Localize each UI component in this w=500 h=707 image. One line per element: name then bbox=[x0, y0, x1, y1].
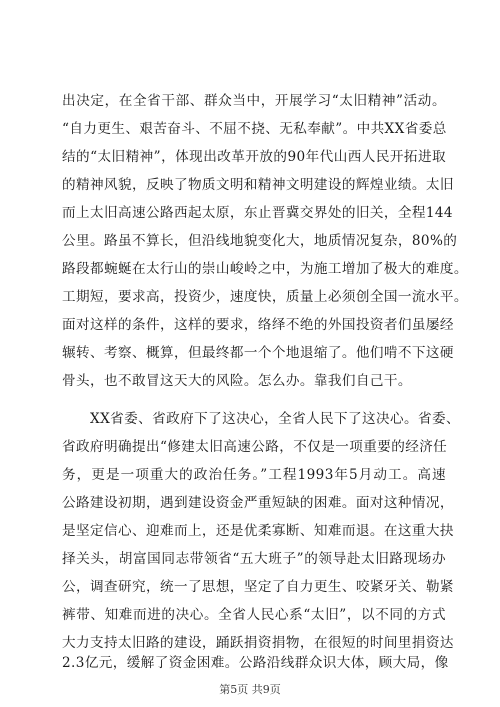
paragraph-line: 而上太旧高速公路西起太原，东止晋冀交界处的旧关，全程144 bbox=[62, 205, 453, 221]
paragraph-line: 择关头，胡富国同志带领省“五大班子”的领导赴太旧路现场办 bbox=[62, 551, 446, 567]
paragraph-line: 面对这样的条件，这样的要求，络绎不绝的外国投资者们虽屡经 bbox=[62, 317, 454, 333]
paragraph-line: 是坚定信心、迎难而上，还是优柔寡断、知难而退。在这重大抉 bbox=[62, 523, 454, 539]
paragraph-line: XX省委、省政府下了这决心，全省人民下了这决心。省委、 bbox=[90, 411, 460, 427]
paragraph-line: 骨头，也不敢冒这天大的风险。怎么办。靠我们自己干。 bbox=[62, 373, 412, 389]
paragraph-line: “自力更生、艰苦奋斗、不屈不挠、无私奉献”。中共XX省委总 bbox=[62, 121, 447, 137]
paragraph-line: 大力支持太旧路的建设，踊跃捐资捐物，在很短的时间里捐资达 bbox=[62, 635, 454, 651]
paragraph-line: 的精神风貌，反映了物质文明和精神文明建设的辉煌业绩。太旧 bbox=[62, 177, 454, 193]
paragraph-line: 路段都蜿蜒在太行山的崇山峻岭之中，为施工增加了极大的难度。 bbox=[62, 261, 468, 277]
paragraph-line: 工期短，要求高，投资少，速度快，质量上必须创全国一流水平。 bbox=[62, 289, 468, 305]
page-number: 第5页 共9页 bbox=[219, 683, 281, 696]
paragraph-line: 裤带、知难而进的决心。全省人民心系“太旧”，以不同的方式 bbox=[62, 607, 446, 623]
paragraph-line: 公路建设初期，遇到建设资金严重短缺的困难。面对这种情况， bbox=[62, 495, 454, 511]
paragraph-line: 省政府明确提出“修建太旧高速公路，不仅是一项重要的经济任 bbox=[62, 439, 448, 455]
paragraph-line: 2.3亿元，缓解了资金困难。公路沿线群众识大体，顾大局，像 bbox=[62, 655, 449, 671]
paragraph-line: 结的“太旧精神”，体现出改革开放的90年代山西人民开拓进取 bbox=[62, 149, 446, 165]
paragraph-line: 公里。路虽不算长，但沿线地貌变化大，地质情况复杂，80%的 bbox=[62, 233, 458, 249]
paragraph-line: 务，更是一项重大的政治任务。”工程1993年5月动工。高速 bbox=[62, 467, 446, 483]
paragraph-line: 辗转、考察、概算，但最终都一个个地退缩了。他们啃不下这硬 bbox=[62, 345, 454, 361]
paragraph-line: 公，调查研究，统一了思想，坚定了自力更生、咬紧牙关、勒紧 bbox=[62, 579, 454, 595]
paragraph-line: 出决定，在全省干部、群众当中，开展学习“太旧精神”活动。 bbox=[62, 93, 446, 109]
